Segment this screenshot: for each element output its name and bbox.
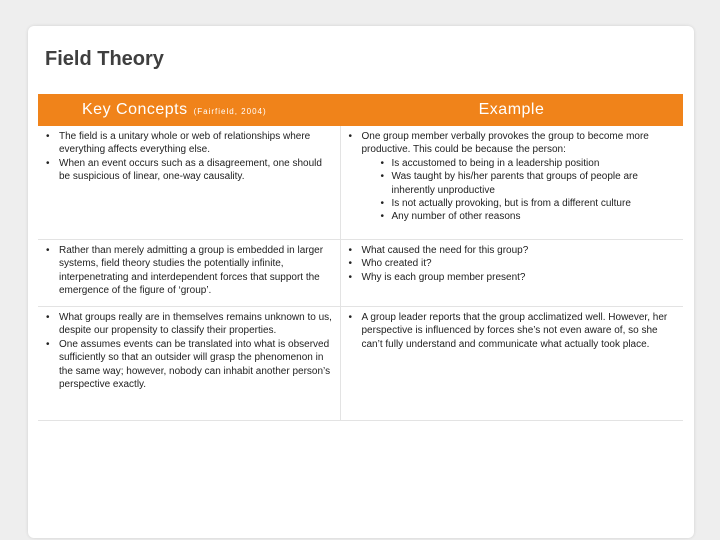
table-header-row xyxy=(38,94,683,126)
concepts-cell xyxy=(38,126,340,240)
example-item: • Why is each group member present? xyxy=(345,271,680,284)
example-cell xyxy=(340,240,683,307)
table-row xyxy=(38,126,683,240)
example-item: • A group leader reports that the group acclimatized well. However, her perspective is influenced by forces she’s not even aware of, so she can’t fully understand and communicate what actually took place. xyxy=(345,311,680,351)
key-concepts-label: Key Concepts xyxy=(82,101,188,118)
concept-item: • Rather than merely admitting a group is embedded in larger systems, field theory studies the potentially infinite, interpenetrating and interdependent forces that support the emergence of the figure of ‘group’. xyxy=(42,244,336,298)
example-subitem: • Any number of other reasons xyxy=(345,210,680,223)
concept-item: • What groups really are in themselves remains unknown to us, despite our propensity to classify their properties. xyxy=(42,311,336,338)
example-subitem: • Is not actually provoking, but is from a different culture xyxy=(345,197,680,210)
concept-item: • One assumes events can be translated into what is observed sufficiently so that an outsider will grasp the phenomenon in the same way; however, nobody can inhabit another person’s perspective exactly. xyxy=(42,338,336,392)
field-theory-table xyxy=(38,94,683,421)
example-cell xyxy=(340,126,683,240)
example-item: • What caused the need for this group? xyxy=(345,244,680,257)
example-cell xyxy=(340,307,683,421)
example-header: Example xyxy=(340,94,683,126)
example-subitem: • Is accustomed to being in a leadership position xyxy=(345,157,680,170)
table-row xyxy=(38,307,683,421)
concepts-cell xyxy=(38,307,340,421)
example-item: • One group member verbally provokes the group to become more productive. This could be because the person: xyxy=(345,130,680,157)
example-subitem: • Was taught by his/her parents that groups of people are inherently unproductive xyxy=(345,170,680,197)
concepts-cell xyxy=(38,240,340,307)
table-row xyxy=(38,240,683,307)
concept-item: • The field is a unitary whole or web of relationships where everything affects everything else. xyxy=(42,130,336,157)
concept-item: • When an event occurs such as a disagreement, one should be suspicious of linear, one-way causality. xyxy=(42,157,336,184)
example-item: • Who created it? xyxy=(345,257,680,270)
slide xyxy=(28,26,694,538)
page-title: Field Theory xyxy=(45,48,164,70)
key-concepts-header xyxy=(38,94,340,126)
source-citation: (Fairfield, 2004) xyxy=(193,107,267,116)
